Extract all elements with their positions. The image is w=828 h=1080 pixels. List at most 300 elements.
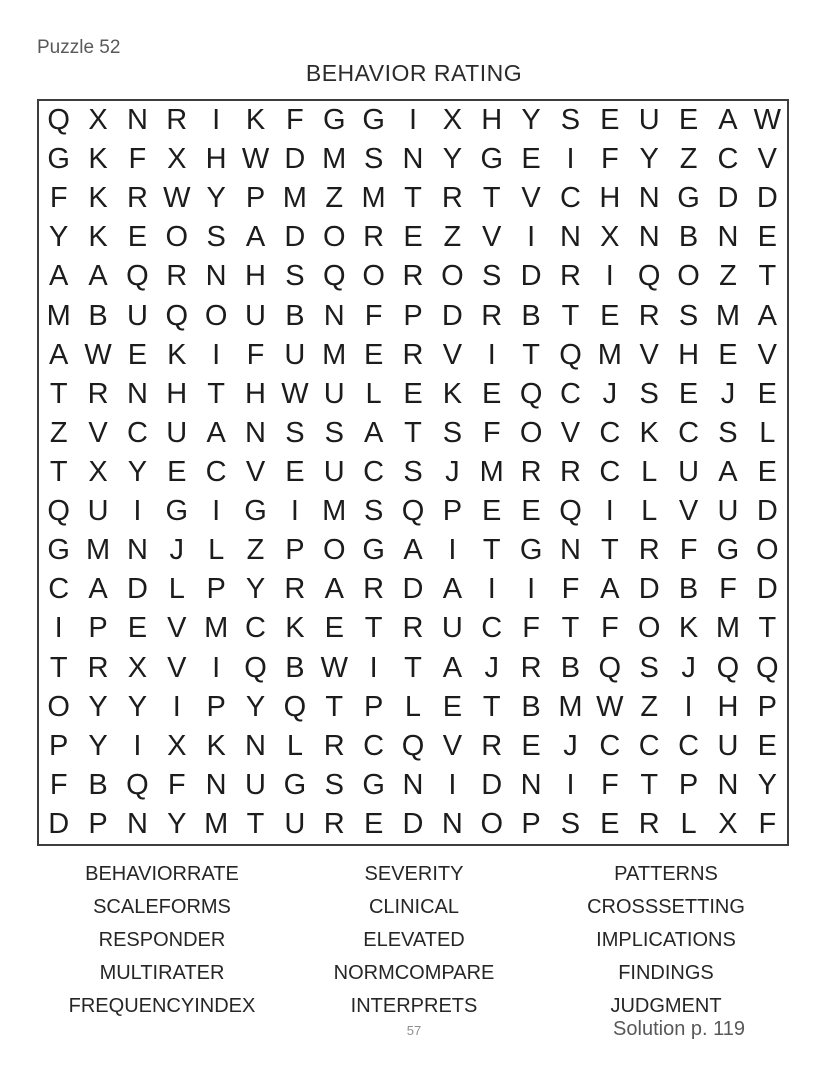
grid-cell-r3c11: R [441,182,463,215]
grid-cell-r8c3: N [126,377,148,410]
grid-cell-r9c2: V [88,416,108,449]
grid-cell-r14c4: V [167,612,187,645]
grid-cell-r9c8: S [324,416,344,449]
grid-cell-r5c7: S [285,260,305,293]
grid-cell-r16c19: P [757,690,777,723]
grid-cell-r15c2: R [87,651,109,684]
grid-cell-r16c15: W [596,690,624,723]
grid-cell-r1c7: F [286,104,304,137]
grid-cell-r17c8: R [323,729,345,762]
grid-cell-r7c1: A [49,338,69,371]
grid-cell-r12c9: G [362,534,385,567]
grid-cell-r10c3: Y [127,455,148,488]
grid-cell-r10c6: V [245,455,266,488]
grid-cell-r3c18: D [717,182,739,215]
grid-cell-r13c10: D [402,573,424,606]
grid-cell-r15c7: B [285,651,305,684]
grid-cell-r19c14: S [560,807,581,840]
grid-cell-r16c5: P [206,690,226,723]
grid-cell-r2c13: E [521,143,541,176]
grid-cell-r13c7: R [284,573,306,606]
grid-cell-r19c8: R [323,807,345,840]
grid-cell-r14c3: E [127,612,148,645]
grid-cell-r11c12: E [482,495,502,528]
grid-cell-r4c10: E [403,221,423,254]
grid-cell-r4c6: A [245,221,266,254]
grid-cell-r17c17: C [678,729,700,762]
grid-cell-r13c14: F [561,573,580,606]
grid-cell-r4c3: E [127,221,148,254]
grid-cell-r12c8: O [322,534,346,567]
grid-cell-r1c9: G [362,104,385,137]
grid-cell-r18c4: F [167,768,186,801]
grid-cell-r9c11: S [442,416,463,449]
grid-cell-r12c2: M [85,534,111,567]
grid-cell-r6c1: M [46,299,71,332]
grid-cell-r19c3: N [126,807,148,840]
grid-cell-r5c17: O [677,260,700,293]
grid-cell-r15c6: Q [244,651,267,684]
grid-cell-r15c17: J [681,651,696,684]
grid-cell-r7c14: Q [559,338,582,371]
grid-cell-r1c16: U [638,104,660,137]
grid-cell-r10c16: L [641,455,658,488]
grid-cell-r12c5: L [208,534,225,567]
grid-cell-r16c3: Y [127,690,148,723]
grid-cell-r2c10: N [402,143,424,176]
grid-cell-r8c16: S [639,377,659,410]
grid-cell-r8c7: W [281,377,309,410]
grid-cell-r4c1: Y [49,221,69,254]
grid-cell-r7c19: V [757,338,777,371]
grid-cell-r7c11: V [442,338,463,371]
grid-cell-r9c16: K [639,416,659,449]
grid-cell-r1c18: A [718,104,738,137]
grid-cell-r6c8: N [323,299,345,332]
grid-cell-r14c11: U [441,612,463,645]
grid-cell-r19c9: E [363,807,384,840]
grid-cell-r1c4: R [166,104,188,137]
grid-cell-r18c17: P [678,768,699,801]
grid-cell-r2c5: H [205,143,227,176]
grid-cell-r1c19: W [753,104,781,137]
grid-cell-r17c13: E [521,729,541,762]
grid-cell-r17c12: R [481,729,503,762]
grid-cell-r13c19: D [756,573,778,606]
grid-cell-r16c13: B [521,690,541,723]
grid-cell-r19c4: Y [167,807,187,840]
grid-cell-r7c12: I [487,338,496,371]
grid-cell-r3c4: W [163,182,191,215]
word-list-item: FINDINGS [618,962,714,984]
grid-cell-r9c3: C [126,416,148,449]
word-list-item: SCALEFORMS [93,896,231,918]
grid-cell-r13c9: R [363,573,385,606]
grid-cell-r18c6: U [245,768,266,801]
grid-cell-r3c2: K [88,182,108,215]
grid-cell-r16c7: Q [283,690,307,723]
grid-cell-r18c9: G [362,768,385,801]
grid-cell-r14c9: T [364,612,383,645]
grid-cell-r15c10: T [404,651,422,684]
grid-cell-r9c18: S [718,416,738,449]
grid-cell-r3c12: T [482,182,501,215]
grid-cell-r10c19: E [757,455,777,488]
grid-cell-r18c8: S [324,768,344,801]
grid-cell-r2c3: F [128,143,147,176]
grid-cell-r16c18: H [717,690,739,723]
grid-cell-r16c2: Y [88,690,108,723]
grid-cell-r2c19: V [757,143,777,176]
grid-cell-r10c7: E [285,455,305,488]
grid-cell-r7c15: M [597,338,622,371]
grid-cell-r16c12: T [482,690,501,723]
grid-cell-r10c11: J [445,455,460,488]
grid-cell-r4c11: Z [443,221,462,254]
grid-cell-r2c14: I [566,143,575,176]
grid-cell-r13c18: F [719,573,737,606]
grid-cell-r8c12: E [482,377,502,410]
grid-cell-r10c10: S [403,455,423,488]
grid-cell-r13c17: B [678,573,699,606]
grid-cell-r6c19: A [757,299,777,332]
grid-cell-r12c6: Z [246,534,265,567]
grid-cell-r15c15: Q [598,651,622,684]
grid-cell-r1c11: X [442,104,463,137]
grid-cell-r13c5: P [206,573,226,606]
grid-cell-r10c8: U [323,455,345,488]
grid-cell-r16c9: P [363,690,384,723]
grid-cell-r14c2: P [88,612,108,645]
grid-cell-r8c17: E [678,377,699,410]
grid-cell-r11c2: U [87,495,109,528]
grid-cell-r16c6: Y [245,690,266,723]
grid-cell-r11c15: I [605,495,614,528]
grid-cell-r17c7: L [286,729,303,762]
grid-cell-r14c19: T [758,612,777,645]
grid-cell-r13c11: A [442,573,463,606]
grid-cell-r8c19: E [757,377,777,410]
grid-cell-r13c12: I [487,573,496,606]
grid-cell-r3c15: H [599,182,621,215]
grid-cell-r15c16: S [639,651,659,684]
grid-cell-r15c3: X [127,651,148,684]
solution-reference: Solution p. 119 [613,1018,745,1040]
word-list-column-1 [36,858,288,1023]
grid-cell-r11c19: D [756,495,778,528]
grid-cell-r6c2: B [88,299,108,332]
grid-cell-r3c19: D [756,182,778,215]
grid-cell-r14c15: F [600,612,619,645]
grid-cell-r7c10: R [402,338,424,371]
grid-cell-r1c15: E [600,104,620,137]
grid-cell-r15c9: I [369,651,378,684]
word-list [36,858,792,1023]
grid-cell-r11c7: I [290,495,299,528]
grid-cell-r1c14: S [560,104,581,137]
grid-cell-r4c13: I [527,221,536,254]
puzzle-number-label: Puzzle 52 [37,37,121,58]
grid-cell-r19c2: P [88,807,108,840]
grid-cell-r15c1: T [49,651,68,684]
grid-cell-r3c5: Y [206,182,226,215]
grid-cell-r7c9: E [363,338,384,371]
grid-cell-r16c8: T [325,690,344,723]
grid-cell-r18c18: N [717,768,739,801]
grid-cell-r3c16: N [638,182,660,215]
grid-cell-r4c16: N [638,221,660,254]
grid-cell-r7c4: K [167,338,187,371]
grid-cell-r15c5: I [212,651,221,684]
grid-cell-r16c17: I [684,690,693,723]
grid-cell-r12c11: I [448,534,457,567]
grid-cell-r13c8: A [324,573,344,606]
word-list-item: PATTERNS [614,863,718,885]
grid-cell-r12c18: G [716,534,740,567]
word-list-column-3 [540,858,792,1023]
grid-cell-r1c13: Y [521,104,541,137]
grid-cell-r17c16: C [638,729,660,762]
grid-cell-r14c12: C [481,612,503,645]
grid-cell-r2c15: F [600,143,619,176]
grid-cell-r14c10: R [402,612,424,645]
grid-cell-r19c13: P [521,807,541,840]
grid-cell-r4c7: D [284,221,306,254]
word-list-item: NORMCOMPARE [333,962,495,984]
grid-cell-r8c10: E [403,377,423,410]
grid-cell-r19c15: E [600,807,620,840]
grid-cell-r1c5: I [212,104,221,137]
grid-cell-r5c1: A [49,260,69,293]
grid-cell-r5c8: Q [322,260,346,293]
grid-cell-r4c2: K [88,221,108,254]
grid-cell-r17c15: C [599,729,621,762]
grid-cell-r3c6: P [245,182,266,215]
word-list-item: FREQUENCYINDEX [68,995,256,1017]
word-list-item: CLINICAL [368,896,460,918]
grid-cell-r5c2: A [88,260,108,293]
grid-cell-r8c2: R [87,377,109,410]
grid-cell-r15c19: Q [756,651,779,684]
grid-cell-r2c18: C [717,143,739,176]
grid-cell-r19c6: T [246,807,265,840]
word-list-item: RESPONDER [98,929,226,951]
grid-cell-r15c13: R [520,651,542,684]
grid-cell-r7c18: E [718,338,738,371]
grid-cell-r3c3: R [126,182,148,215]
grid-cell-r14c6: C [245,612,266,645]
grid-cell-r17c1: P [49,729,69,762]
grid-cell-r1c8: G [322,104,346,137]
grid-cell-r7c2: W [84,338,112,371]
grid-cell-r4c19: E [757,221,777,254]
word-list-item: INTERPRETS [350,995,478,1017]
grid-cell-r16c10: L [404,690,422,723]
grid-cell-r2c7: D [284,143,306,176]
grid-cell-r8c4: H [166,377,188,410]
grid-cell-r16c4: I [172,690,181,723]
grid-cell-r9c4: U [166,416,188,449]
grid-cell-r10c13: R [520,455,542,488]
grid-cell-r19c11: N [441,807,463,840]
grid-cell-r5c11: O [441,260,464,293]
grid-cell-r6c11: D [441,299,463,332]
grid-cell-r4c17: B [678,221,699,254]
grid-cell-r19c18: X [718,807,738,840]
grid-cell-r17c4: X [167,729,187,762]
grid-cell-r1c2: X [88,104,108,137]
word-list-item: CROSSSETTING [587,896,745,918]
grid-cell-r2c12: G [480,143,503,176]
grid-cell-r10c14: R [559,455,581,488]
grid-cell-r15c18: Q [716,651,740,684]
grid-cell-r11c4: G [165,495,189,528]
grid-cell-r1c6: K [245,104,266,137]
grid-cell-r6c6: U [245,299,266,332]
grid-cell-r19c19: F [758,807,777,840]
grid-cell-r13c4: L [168,573,185,606]
grid-cell-r5c3: Q [126,260,149,293]
grid-cell-r6c17: S [678,299,699,332]
grid-cell-r7c5: I [212,338,221,371]
grid-cell-r6c7: B [285,299,305,332]
grid-cell-r13c6: Y [245,573,266,606]
grid-cell-r4c14: N [559,221,581,254]
grid-cell-r6c13: B [521,299,541,332]
grid-cell-r9c7: S [285,416,305,449]
grid-cell-r12c19: O [756,534,779,567]
word-search-grid [37,99,789,846]
grid-cell-r10c2: X [88,455,108,488]
grid-cell-r5c10: R [402,260,424,293]
grid-cell-r9c6: N [245,416,266,449]
grid-cell-r18c3: Q [126,768,149,801]
grid-cell-r3c1: F [49,182,68,215]
grid-cell-r11c6: G [244,495,267,528]
grid-cell-r6c3: U [126,299,148,332]
grid-cell-r18c19: Y [757,768,777,801]
grid-cell-r2c17: Z [679,143,698,176]
page-number: 57 [406,1023,422,1038]
grid-cell-r8c13: Q [519,377,543,410]
grid-cell-r10c15: C [599,455,621,488]
grid-cell-r7c16: V [639,338,659,371]
grid-cell-r19c12: O [480,807,503,840]
grid-cell-r6c15: E [600,299,620,332]
word-list-item: JUDGMENT [610,995,722,1017]
grid-cell-r15c4: V [167,651,187,684]
grid-cell-r17c6: N [245,729,266,762]
grid-cell-r4c18: N [717,221,739,254]
grid-cell-r9c5: A [206,416,226,449]
grid-cell-r8c6: H [245,377,266,410]
grid-cell-r8c11: K [442,377,463,410]
grid-cell-r1c10: I [408,104,418,137]
grid-cell-r12c12: T [482,534,501,567]
word-list-column-2 [288,858,540,1023]
grid-cell-r12c14: N [559,534,581,567]
grid-cell-r19c7: U [284,807,306,840]
grid-cell-r11c13: E [521,495,541,528]
grid-cell-r5c19: T [758,260,777,293]
grid-cell-r5c14: R [559,260,581,293]
grid-cell-r9c17: C [678,416,700,449]
grid-cell-r5c15: I [605,260,614,293]
grid-cell-r17c9: C [363,729,385,762]
grid-cell-r1c12: H [481,104,503,137]
grid-cell-r16c16: Z [640,690,659,723]
grid-cell-r8c1: T [49,377,68,410]
grid-cell-r10c17: U [678,455,700,488]
grid-cell-r4c5: S [206,221,226,254]
grid-cell-r18c5: N [205,768,227,801]
grid-cell-r13c1: C [48,573,70,606]
grid-cell-r19c16: R [638,807,660,840]
word-list-item: IMPLICATIONS [596,929,736,951]
grid-cell-r8c18: J [720,377,736,410]
grid-cell-r17c10: Q [401,729,425,762]
grid-cell-r1c1: Q [47,104,70,137]
grid-cell-r7c13: T [522,338,540,371]
grid-cell-r18c1: F [49,768,68,801]
grid-cell-r7c8: M [322,338,347,371]
grid-cell-r9c13: O [519,416,543,449]
grid-cell-r2c1: G [47,143,70,176]
grid-cell-r17c5: K [206,729,226,762]
grid-cell-r19c10: D [402,807,424,840]
grid-cell-r11c16: L [641,495,658,528]
grid-cell-r5c16: Q [637,260,661,293]
grid-cell-r12c7: P [285,534,305,567]
grid-cell-r17c3: I [133,729,142,762]
word-list-item: BEHAVIORRATE [85,863,239,885]
grid-cell-r6c9: F [364,299,383,332]
grid-cell-r9c15: C [599,416,621,449]
grid-cell-r17c19: E [757,729,777,762]
grid-cell-r7c6: F [246,338,265,371]
grid-cell-r5c5: N [205,260,227,293]
grid-cell-r13c16: D [638,573,660,606]
grid-cell-r18c11: I [448,768,457,801]
grid-cell-r18c7: G [283,768,307,801]
grid-cell-r11c17: V [678,495,699,528]
puzzle-title: BEHAVIOR RATING [305,60,523,86]
grid-cell-r12c17: F [679,534,698,567]
grid-cell-r1c3: N [126,104,148,137]
grid-cell-r5c13: D [520,260,542,293]
grid-cell-r11c18: U [717,495,739,528]
grid-cell-r14c13: F [522,612,540,645]
grid-cell-r3c14: C [559,182,581,215]
grid-cell-r11c5: I [212,495,221,528]
grid-cell-r2c2: K [88,143,108,176]
grid-cell-r18c2: B [88,768,108,801]
grid-cell-r10c5: C [205,455,227,488]
grid-cell-r15c12: J [484,651,499,684]
grid-cell-r18c10: N [402,768,424,801]
grid-cell-r14c7: K [285,612,305,645]
grid-cell-r14c16: O [637,612,661,645]
grid-cell-r12c10: A [403,534,423,567]
grid-cell-r19c5: M [204,807,229,840]
word-list-item: ELEVATED [363,929,465,951]
grid-cell-r14c5: M [204,612,229,645]
grid-cell-r2c6: W [241,143,270,176]
grid-cell-r12c3: N [126,534,148,567]
grid-cell-r11c11: P [442,495,463,528]
grid-cell-r4c15: X [600,221,620,254]
grid-cell-r10c18: A [718,455,738,488]
